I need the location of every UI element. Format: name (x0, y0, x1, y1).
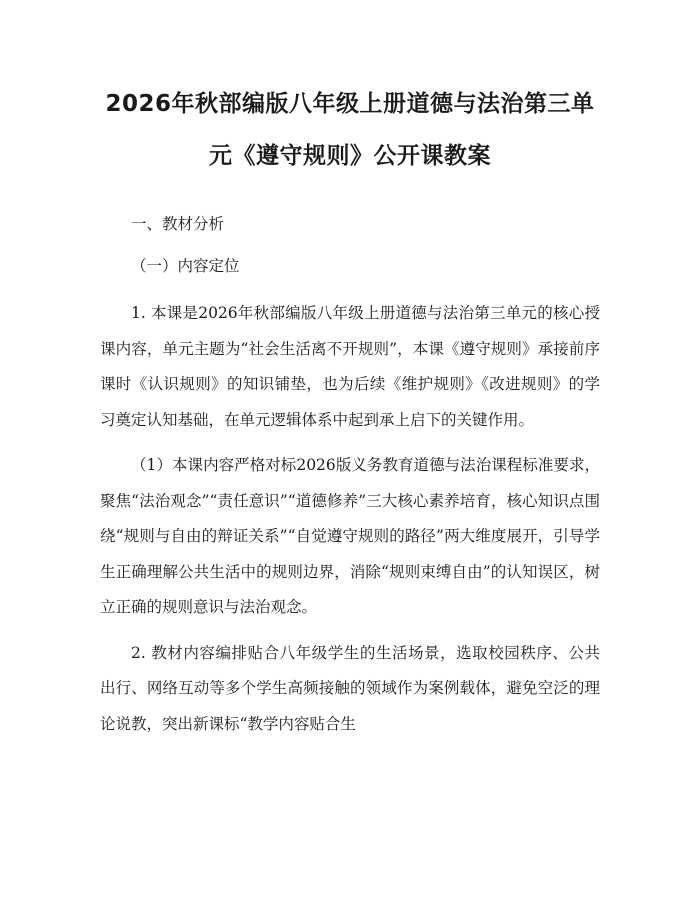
body-paragraph-3: 2. 教材内容编排贴合八年级学生的生活场景，选取校园秩序、公共出行、网络互动等多个学生高频接触的领域作为案例载体，避免空泛的理论说教，突出新课标“教学内容贴合生 (100, 643, 600, 733)
section-heading-teaching-material-analysis: 一、教材分析 (131, 215, 225, 233)
body-paragraph-2: （1）本课内容严格对标2026版义务教育道德与法治课程标准要求，聚焦“法治观念”“责任意识”“道德修养”三大核心素养培育，核心知识点围绕“规则与自由的辩证关系”“自觉遵守规则的路径”两大维度展开，引导学生正确理解公共生活中的规则边界，消除“规则束缚自由”的认知误区，树立正确的规则意识与法治观念。 (100, 456, 600, 616)
subsection-heading-content-positioning: （一）内容定位 (131, 257, 240, 275)
document-title: 2026年秋部编版八年级上册道德与法治第三单元《遵守规则》公开课教案 (105, 91, 595, 169)
body-paragraph-1: 1. 本课是2026年秋部编版八年级上册道德与法治第三单元的核心授课内容，单元主题为“社会生活离不开规则”，本课《遵守规则》承接前序课时《认识规则》的知识铺垫，也为后续《维护规则》《改进规则》的学习奠定认知基础，在单元逻辑体系中起到承上启下的关键作用。 (100, 304, 600, 429)
